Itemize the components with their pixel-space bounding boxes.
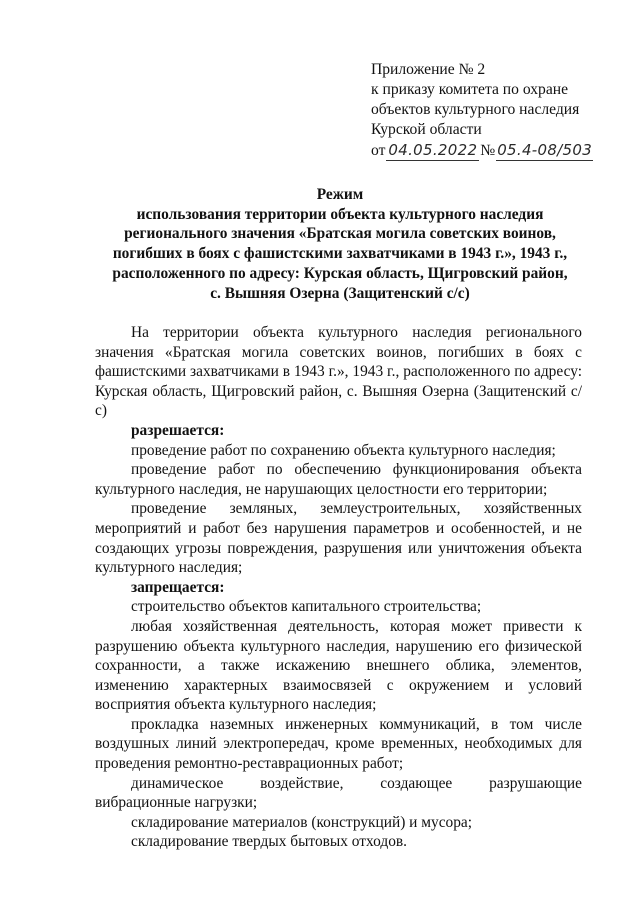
document-title: [90, 185, 590, 303]
forbidden-item: динамическое воздействие, создающее разрушающие вибрационные нагрузки;: [95, 774, 582, 812]
forbidden-item: любая хозяйственная деятельность, которая может привести к разрушению объекта культурного наследия, нарушению его физической сохранности, а также искажению внешнего облика, элементов, изменению характерных взаимосвязей с окружением и условий восприятия объекта культурного наследия;: [95, 617, 582, 714]
document-body: [95, 323, 582, 852]
appendix-block: [371, 60, 621, 161]
intro-paragraph: На территории объекта культурного наследия регионального значения «Братская могила советских воинов, погибших в боях с фашистскими захватчиками в 1943 г.», 1943 г., расположенного по адресу: Курская область, Щигровский район, с. Вышняя Озерна (Защитенский с/с): [95, 324, 582, 420]
title-line: Режим: [316, 186, 364, 203]
appendix-date-line: [371, 140, 621, 161]
allowed-item: проведение земляных, землеустроительных, хозяйственных мероприятий и работ без нарушения параметров и особенностей, и не создающих угрозы повреждения, разрушения или уничтожения объекта культурного наследия;: [95, 500, 582, 577]
title-line: использования территории объекта культурного наследия: [136, 205, 544, 223]
title-line: погибших в боях с фашистскими захватчиками в 1943 г.», 1943 г.,: [112, 245, 568, 263]
from-prefix: от: [371, 142, 386, 159]
handwritten-order-number: 05.4-08/503: [497, 141, 593, 159]
appendix-number: Приложение № 2: [371, 61, 486, 78]
title-line: с. Вышняя Озерна (Защитенский с/с): [210, 284, 470, 302]
number-sign: №: [480, 142, 496, 159]
forbidden-item: складирование материалов (конструкций) и мусора;: [131, 813, 473, 831]
title-line: расположенного по адресу: Курская область, Щигровский район,: [112, 264, 568, 282]
forbidden-item: строительство объектов капитального строительства;: [131, 598, 482, 616]
appendix-order-line: к приказу комитета по охране: [371, 81, 569, 98]
appendix-region-line: Курской области: [371, 121, 482, 138]
allowed-heading: разрешается:: [131, 421, 225, 439]
allowed-item: проведение работ по обеспечению функционирования объекта культурного наследия, не нарушающих целостности его территории;: [95, 461, 582, 498]
forbidden-heading: запрещается:: [131, 578, 225, 596]
title-line: регионального значения «Братская могила советских воинов,: [124, 225, 556, 243]
appendix-committee-line: объектов культурного наследия: [371, 101, 580, 118]
forbidden-item: прокладка наземных инженерных коммуникаций, в том числе воздушных линий электропередач, кроме временных, необходимых для проведения ремонтно-реставрационных работ;: [95, 715, 582, 773]
forbidden-item: складирование твердых бытовых отходов.: [131, 833, 408, 851]
allowed-item: проведение работ по сохранению объекта культурного наследия;: [131, 441, 556, 459]
handwritten-date: 04.05.2022: [388, 141, 478, 159]
